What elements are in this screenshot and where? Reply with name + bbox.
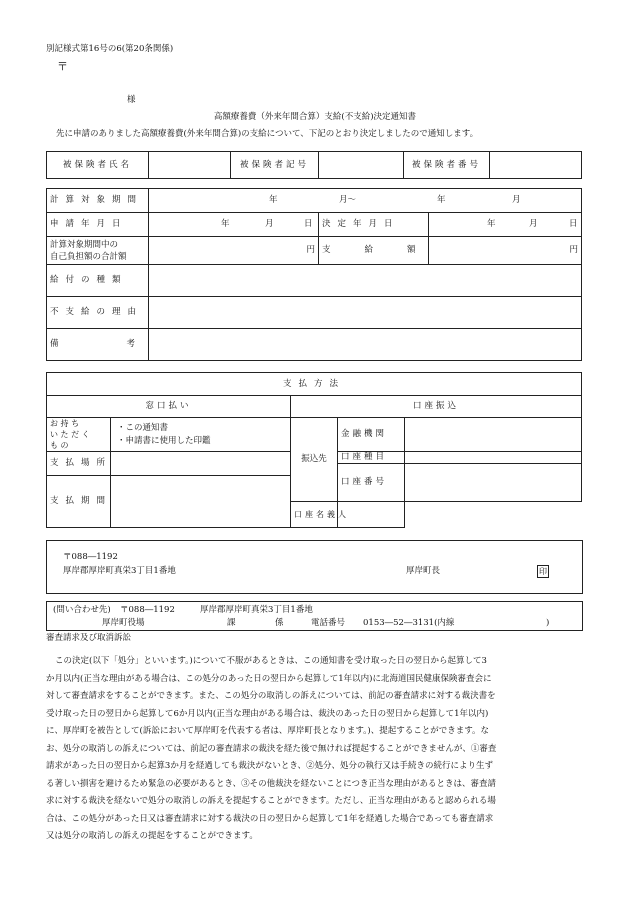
appeal-line: 求に対する裁決を経ないで処分の取消しの訴えを提起することができます。ただし、正当な理由があると認められる場 — [46, 796, 496, 806]
payment-amount-label-text: 支給額 — [322, 245, 450, 255]
insured-symbol-label: 被保険者記号 — [231, 152, 319, 179]
inquiry-close-paren: ) — [546, 618, 550, 628]
inquiry-address: 厚岸郡厚岸町真栄3丁目1番地 — [200, 605, 313, 615]
insured-number-value[interactable] — [490, 152, 582, 179]
details-table — [46, 188, 582, 361]
decision-year: 年 — [487, 219, 496, 229]
appeal-line: この決定(以下「処分」といいます。)について不服があるときは、この通知書を受け取った日の翌日から起算して3 — [55, 656, 487, 666]
copay-label-line-2: 自己負担額の合計額 — [50, 251, 127, 262]
intro-text: 先に申請のありました高額療養費(外来年間合算)の支給について、下記のとおり決定しましたので通知します。 — [56, 129, 479, 139]
remarks-label — [47, 329, 204, 361]
bring-label-line-1: お 持 ち — [50, 419, 80, 428]
copay-total-label — [47, 237, 149, 265]
account-number-value[interactable] — [405, 464, 582, 502]
issuer-address: 厚岸郡厚岸町真栄3丁目1番地 — [63, 566, 176, 576]
insured-symbol-value[interactable] — [319, 152, 404, 179]
payment-amount-label — [319, 237, 450, 265]
issuer-mayor: 厚岸町長 — [406, 566, 441, 576]
apply-month: 月 — [265, 219, 274, 229]
account-holder-label: 口座名義人 — [291, 502, 338, 528]
sama-honorific: 様 — [127, 95, 136, 105]
period-label: 計算対象期間 — [47, 189, 149, 213]
payment-yen: 円 — [569, 245, 578, 256]
bring-label-line-2: い た だ く — [50, 430, 90, 439]
appeal-heading: 審査請求及び取消訴訟 — [46, 633, 132, 643]
apply-date-label: 申請年月日 — [47, 213, 149, 237]
insured-name-label: 被保険者氏名 — [47, 152, 149, 179]
inquiry-label: (問い合わせ先) — [53, 605, 111, 615]
period-month-2: 月 — [512, 195, 521, 205]
bring-items-label — [47, 418, 111, 452]
bring-label-line-3: も の — [50, 441, 69, 450]
inquiry-phone-label: 電話番号 — [311, 618, 346, 628]
inquiry-office: 厚岸町役場 — [102, 618, 145, 628]
account-number-label: 口座番号 — [338, 464, 405, 502]
decision-date-value[interactable] — [429, 213, 582, 237]
decision-date-label: 決定年月日 — [319, 213, 429, 237]
apply-date-value[interactable] — [149, 213, 319, 237]
inquiry-division: 課 — [227, 618, 236, 628]
appeal-line: 合は、この処分があった日又は審査請求に対する裁決の日の翌日から起算して1年を経過した場合であっても審査請求 — [46, 813, 494, 824]
benefit-type-value[interactable] — [149, 265, 582, 297]
postal-mark: 〒 — [57, 60, 68, 73]
payment-place-label: 支払場所 — [47, 452, 111, 476]
payment-place-value[interactable] — [111, 452, 291, 476]
form-number: 別記様式第16号の6(第20条関係) — [46, 44, 174, 54]
appeal-line: 受け取った日の翌日から起算して6か月以内(正当な理由がある場合は、裁決のあった日の翌日から起算して1年以内) — [46, 708, 489, 719]
payment-term-label: 支払期間 — [47, 476, 111, 528]
payment-amount-value[interactable] — [429, 237, 582, 265]
appeal-line: 対して審査請求をすることができます。また、この処分の取消しの訴えについては、前記の審査請求に対する裁決書を — [46, 691, 496, 701]
payment-method-title: 支払方法 — [47, 373, 582, 396]
period-value[interactable] — [149, 189, 582, 213]
insured-name-value[interactable] — [149, 152, 231, 179]
bring-item: ・申請書に使用した印鑑 — [117, 435, 211, 446]
seal-mark — [537, 565, 549, 578]
seal-icon: 印 — [539, 567, 547, 576]
bank-value[interactable] — [405, 418, 582, 452]
inquiry-section: 係 — [275, 618, 284, 628]
bank-label: 金融機関 — [338, 418, 405, 452]
denial-reason-value[interactable] — [149, 297, 582, 329]
appeal-line: 請求があった日の翌日から起算3か月を経過しても裁決がないとき、②処分、処分の執行又は手続きの続行により生ず — [46, 761, 493, 771]
appeal-line: に、厚岸町を被告として(訴訟において厚岸町を代表する者は、厚岸町長となります。)、提起することができます。な — [46, 726, 490, 736]
issuer-postal: 〒088―1192 — [63, 552, 118, 562]
insured-number-label: 被保険者番号 — [404, 152, 490, 179]
insured-table — [46, 151, 582, 179]
decision-month: 月 — [529, 219, 538, 229]
account-type-value[interactable] — [405, 452, 582, 464]
bring-item: ・この通知書 — [117, 422, 169, 433]
copay-yen: 円 — [306, 245, 315, 256]
appeal-body — [46, 653, 496, 846]
payment-term-value[interactable] — [111, 476, 291, 528]
appeal-line: か月以内(正当な理由がある場合は、この処分のあった日の翌日から起算して1年以内)に北海道国民健康保険審査会に — [46, 673, 492, 684]
bank-transfer-label: 口座振込 — [291, 396, 582, 418]
remarks-label-text: 備考 — [50, 339, 204, 349]
denial-reason-label: 不支給の理由 — [47, 297, 149, 329]
period-year-2: 年 — [437, 195, 446, 205]
inquiry-phone: 0153―52―3131(内線 — [363, 618, 455, 628]
appeal-line: 又は処分の取消しの訴えの提起をすることができます。 — [46, 831, 258, 841]
copay-total-value[interactable] — [149, 237, 319, 265]
copay-label-line-1: 計算対象期間中の — [50, 239, 119, 250]
transfer-destination-label: 振込先 — [291, 418, 338, 502]
apply-day: 日 — [304, 219, 313, 229]
appeal-line: る著しい損害を避けるため緊急の必要があるとき、③その他裁決を経ないことにつき正当な理由があるときは、審査請 — [46, 778, 496, 789]
issuer-box — [46, 540, 583, 594]
counter-payment-label: 窓口払い — [47, 396, 291, 418]
benefit-type-label: 給付の種類 — [47, 265, 149, 297]
decision-day: 日 — [569, 219, 578, 229]
remarks-value[interactable] — [149, 329, 582, 361]
account-type-label: 口座種目 — [338, 452, 405, 464]
bring-items-value — [111, 418, 291, 452]
inquiry-postal: 〒088―1192 — [120, 605, 175, 615]
period-year-1: 年 — [269, 195, 278, 205]
appeal-line: お、処分の取消しの訴えについては、前記の審査請求の裁決を経た後で無ければ提起することができませんが、①審査 — [46, 743, 497, 754]
apply-year: 年 — [221, 219, 230, 229]
document-title: 高額療養費（外来年間合算）支給(不支給)決定通知書 — [213, 112, 417, 122]
period-month-1: 月～ — [339, 195, 357, 205]
payment-method-table — [46, 372, 582, 528]
inquiry-box — [46, 601, 583, 631]
